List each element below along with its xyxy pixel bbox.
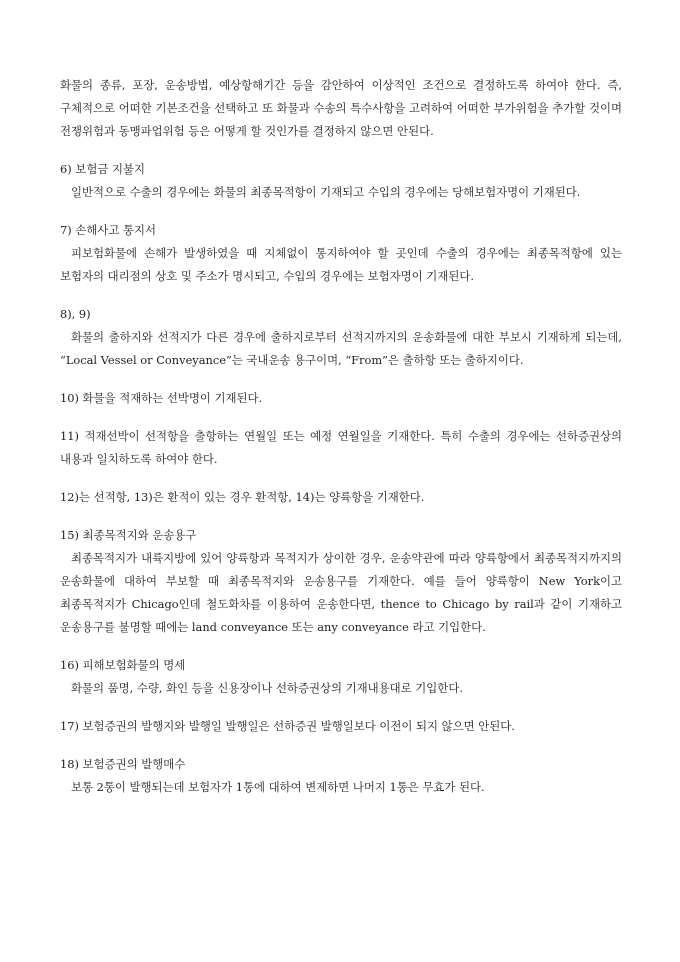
section-17 (60, 715, 622, 738)
section-heading: 8), 9) (60, 307, 91, 321)
section-paragraph: 일반적으로 수출의 경우에는 화물의 최종목적항이 기재되고 수입의 경우에는 당해보험자명이 기재된다. (71, 185, 581, 199)
section-paragraph: 17) 보험증권의 발행지와 발행일 발행일은 선하증권 발행일보다 이전이 되지 않으면 안된다. (60, 719, 515, 733)
section-heading: 16) 피해보험화물의 명세 (60, 658, 186, 672)
section-heading: 15) 최종목적지와 운송용구 (60, 528, 197, 542)
section-10 (60, 387, 622, 410)
section-paragraph: 화물의 출하지와 선적지가 다른 경우에 출하지로부터 선적지까지의 운송화물에 대한 부보시 기재하게 되는데, “Local Vessel or Conveyance”는 국내운송 용구이며, “From”은 출하항 또는 출하지이다. (60, 330, 622, 367)
section-heading: 6) 보험금 지불지 (60, 162, 145, 176)
section-paragraph: 화물의 종류, 포장, 운송방법, 예상항해기간 등을 감안하여 이상적인 조건으로 결정하도록 하여야 한다. 즉, 구체적으로 어떠한 기본조건을 선택하고 또 화물과 수송의 특수사항을 고려하여 어떠한 부가위험을 추가할 것이며 전쟁위험과 동맹파업위험 등은 어떻게 할 것인가를 결정하지 않으면 안된다. (60, 78, 622, 138)
section-15 (60, 524, 622, 639)
section-paragraph: 10) 화물을 적재하는 선박명이 기재된다. (60, 391, 263, 405)
section-paragraph: 보통 2통이 발행되는데 보험자가 1통에 대하여 변제하면 나머지 1통은 무효가 된다. (71, 780, 485, 794)
section-6 (60, 158, 622, 204)
section-12-14 (60, 486, 622, 509)
section-18 (60, 753, 622, 799)
section-16 (60, 654, 622, 700)
section-7 (60, 219, 622, 288)
section-heading: 7) 손해사고 통지서 (60, 223, 156, 237)
section-paragraph: 12)는 선적항, 13)은 환적이 있는 경우 환적항, 14)는 양륙항을 기재한다. (60, 490, 425, 504)
section-heading: 18) 보험증권의 발행매수 (60, 757, 186, 771)
section-paragraph: 11) 적재선박이 선적항을 출항하는 연월일 또는 예정 연월일을 기재한다. 특히 수출의 경우에는 선하증권상의 내용과 일치하도록 하여야 한다. (60, 429, 622, 466)
section-11 (60, 425, 622, 471)
section-paragraph: 최종목적지가 내륙지방에 있어 양륙항과 목적지가 상이한 경우, 운송약관에 따라 양륙항에서 최종목적지까지의 운송화물에 대하여 부보할 때 최종목적지와 운송용구를 기재한다. 예를 들어 양륙항이 New York이고 최종목적지가 Chicago인데 철도화차를 이용하여 운송한다면, thence to Chicago by rail과 같이 기재하고 운송용구를 불명할 때에는 land conveyance 또는 any conveyance 라고 기입한다. (60, 551, 622, 634)
section-8-9 (60, 303, 622, 372)
section-intro (60, 74, 622, 143)
section-paragraph: 피보험화물에 손해가 발생하였을 때 지체없이 통지하여야 할 곳인데 수출의 경우에는 최종목적항에 있는 보험자의 대리점의 상호 및 주소가 명시되고, 수입의 경우에는 보험자명이 기재된다. (60, 246, 622, 283)
section-paragraph: 화물의 품명, 수량, 화인 등을 신용장이나 선하증권상의 기재내용대로 기입한다. (71, 681, 463, 695)
